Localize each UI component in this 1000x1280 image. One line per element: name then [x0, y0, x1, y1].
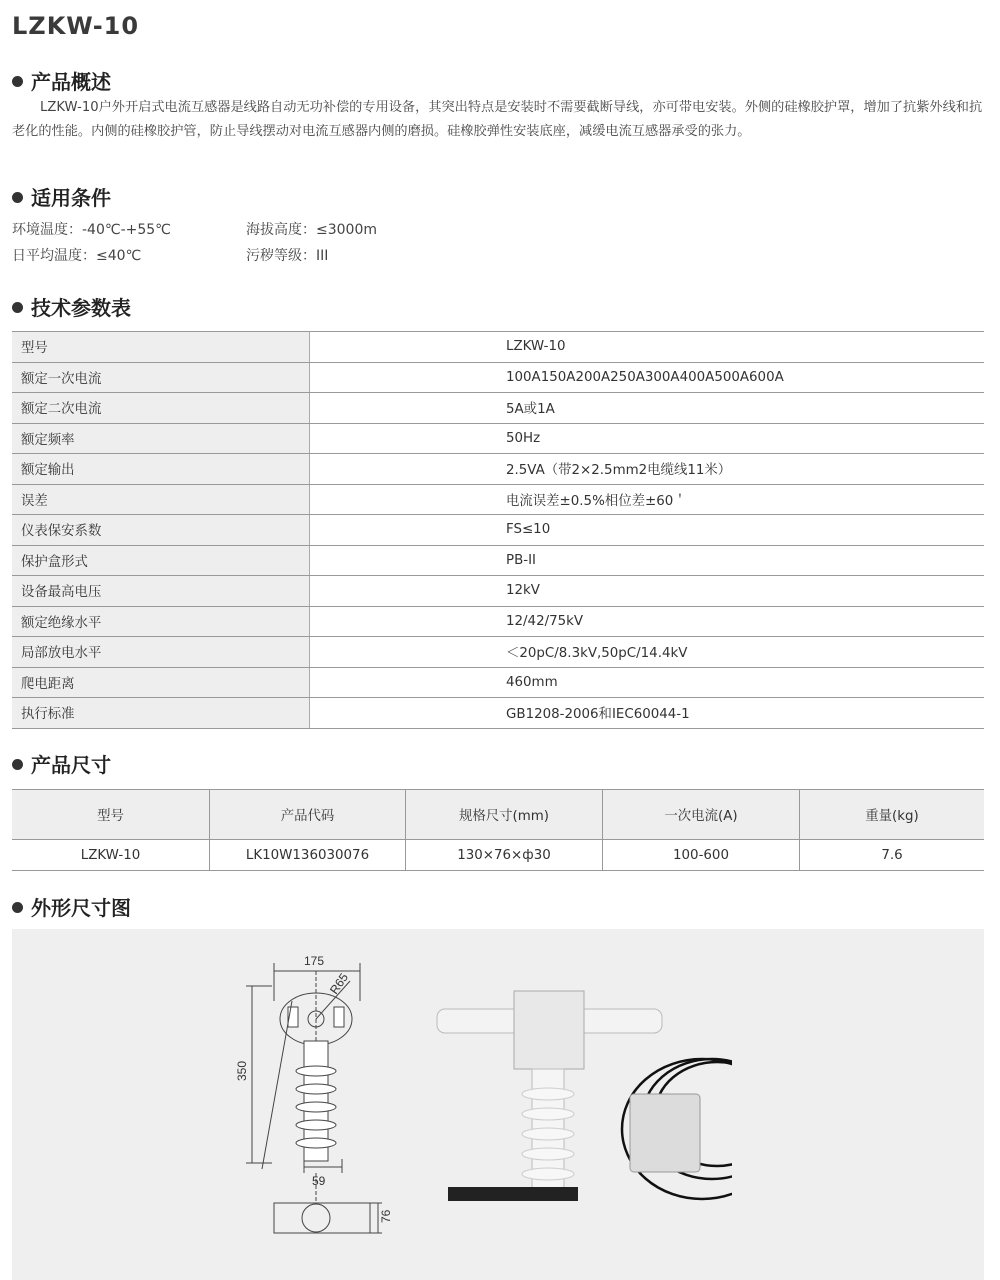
spec-value: GB1208-2006和IEC60044-1 [310, 698, 985, 729]
bullet-dot [12, 902, 23, 913]
bullet-dot [12, 192, 23, 203]
spec-value: 50Hz [310, 423, 985, 454]
table-row [12, 454, 984, 485]
drawing-panel [12, 929, 984, 1280]
spec-key: 额定绝缘水平 [12, 606, 310, 637]
table-row [12, 362, 984, 393]
spec-value: 电流误差±0.5%相位差±60＇ [310, 484, 985, 515]
dims-header: 型号 [12, 790, 210, 840]
dims-header: 规格尺寸(mm) [406, 790, 603, 840]
spec-value: LZKW-10 [310, 332, 985, 363]
dim-height-label: 350 [235, 1060, 249, 1081]
table-row [12, 515, 984, 546]
section-drawing-label: 外形尺寸图 [31, 896, 131, 920]
overview-paragraph: LZKW-10户外开启式电流互感器是线路自动无功补偿的专用设备，其突出特点是安装时不需要截断导线，亦可带电安装。外侧的硅橡胶护罩，增加了抗紫外线和抗老化的性能。内侧的硅橡胶护管，防止导线摆动对电流互感器内侧的磨损。硅橡胶弹性安装底座，减缓电流互感器承受的张力。 [12, 100, 983, 139]
table-row [12, 423, 984, 454]
spec-value: ＜20pC/8.3kV,50pC/14.4kV [310, 637, 985, 668]
section-overview-label: 产品概述 [31, 70, 111, 94]
spec-key: 型号 [12, 332, 310, 363]
section-drawing [12, 892, 131, 921]
spec-key: 爬电距离 [12, 667, 310, 698]
env-temp: 环境温度：-40℃-+55℃ [12, 222, 171, 238]
table-row [12, 393, 984, 424]
bullet-dot [12, 302, 23, 313]
spec-table [12, 331, 984, 729]
bullet-dot [12, 759, 23, 770]
base-outline [274, 1203, 370, 1233]
daily-avg-temp: 日平均温度：≤40℃ [12, 248, 142, 264]
dims-header: 产品代码 [210, 790, 406, 840]
spec-key: 执行标准 [12, 698, 310, 729]
pollution-level: 污秽等级：III [246, 248, 329, 264]
dim-radius-label: R65 [326, 970, 352, 997]
dim-depth-label: 76 [379, 1209, 393, 1223]
dim-top-label: 175 [304, 954, 325, 968]
table-row [12, 606, 984, 637]
spec-value: 12kV [310, 576, 985, 607]
spec-value: FS≤10 [310, 515, 985, 546]
section-conditions [12, 182, 111, 211]
spec-key: 误差 [12, 484, 310, 515]
table-row [12, 545, 984, 576]
spec-key: 设备最高电压 [12, 576, 310, 607]
section-dimensions-label: 产品尺寸 [31, 753, 111, 777]
dims-header: 一次电流(A) [603, 790, 800, 840]
dims-cell: 100-600 [603, 840, 800, 871]
protection-box [630, 1094, 700, 1172]
spec-value: 12/42/75kV [310, 606, 985, 637]
spec-key: 额定二次电流 [12, 393, 310, 424]
bullet-dot [12, 76, 23, 87]
table-row [12, 698, 984, 729]
dims-cell: LZKW-10 [12, 840, 210, 871]
right-tube [572, 1009, 662, 1033]
spec-key: 仪表保安系数 [12, 515, 310, 546]
dimensions-table [12, 789, 984, 871]
section-specs [12, 292, 131, 321]
spec-key: 额定一次电流 [12, 362, 310, 393]
spec-value: 5A或1A [310, 393, 985, 424]
section-dimensions [12, 749, 111, 778]
table-row [12, 840, 984, 871]
technical-drawing [232, 941, 422, 1271]
table-row [12, 484, 984, 515]
dims-cell: 7.6 [800, 840, 985, 871]
dims-header: 重量(kg) [800, 790, 985, 840]
ct-head [514, 991, 584, 1069]
table-row [12, 332, 984, 363]
spec-key: 保护盒形式 [12, 545, 310, 576]
table-row [12, 637, 984, 668]
product-photo [432, 969, 732, 1259]
section-conditions-label: 适用条件 [31, 186, 111, 210]
table-row [12, 576, 984, 607]
table-row [12, 667, 984, 698]
altitude: 海拔高度：≤3000m [246, 222, 377, 238]
section-specs-label: 技术参数表 [31, 296, 131, 320]
section-overview [12, 66, 111, 95]
spec-value: 2.5VA（带2×2.5mm2电缆线11米） [310, 454, 985, 485]
dims-cell: LK10W136030076 [210, 840, 406, 871]
dim-base-label: 59 [312, 1174, 326, 1188]
spec-value: PB-II [310, 545, 985, 576]
spec-key: 额定输出 [12, 454, 310, 485]
dims-cell: 130×76×ф30 [406, 840, 603, 871]
spec-value: 100A150A200A250A300A400A500A600A [310, 362, 985, 393]
spec-key: 局部放电水平 [12, 637, 310, 668]
mount-bracket [448, 1187, 578, 1201]
spec-key: 额定频率 [12, 423, 310, 454]
page-title: LZKW-10 [12, 12, 140, 40]
spec-value: 460mm [310, 667, 985, 698]
